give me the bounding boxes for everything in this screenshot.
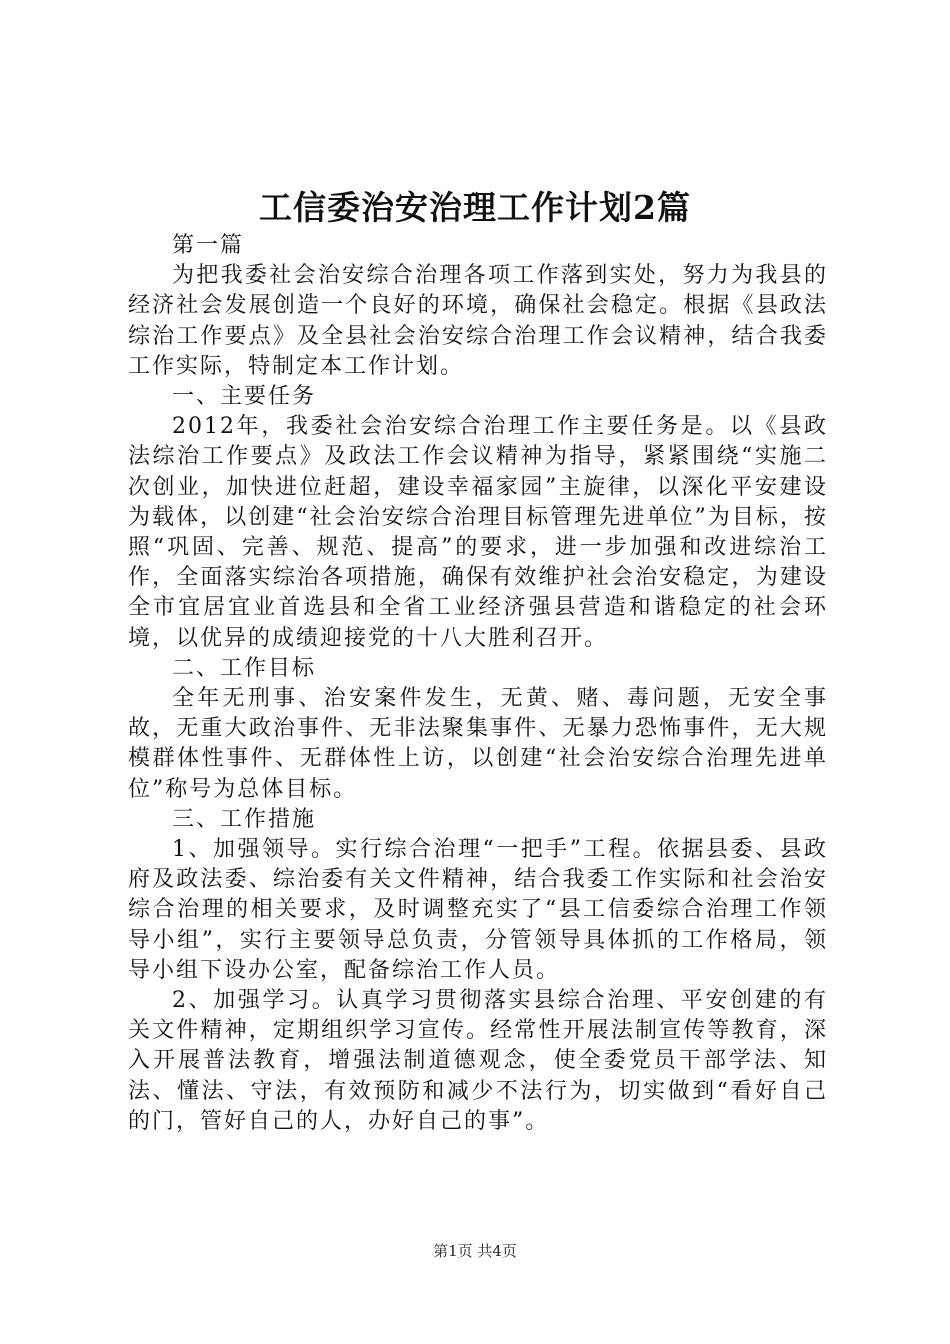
paragraph: 为把我委社会治安综合治理各项工作落到实处，努力为我县的经济社会发展创造一个良好的环境，确保社会稳定。根据《县政法综治工作要点》及全县社会治安综合治理工作会议精神，结合我委工作实际，特制定本工作计划。 xyxy=(128,263,828,379)
document-body xyxy=(128,231,828,1137)
paragraph: 2、加强学习。认真学习贯彻落实县综合治理、平安创建的有关文件精神，定期组织学习宣传。经常性开展法制宣传等教育，深入开展普法教育，增强法制道德观念，使全委党员干部学法、知法、懂法、守法，有效预防和减少不法行为，切实做到“看好自己的门，管好自己的人，办好自己的事”。 xyxy=(128,988,828,1134)
section-heading: 一、主要任务 xyxy=(172,384,317,410)
section-heading: 二、工作目标 xyxy=(172,655,317,681)
paragraph: 全年无刑事、治安案件发生，无黄、赌、毒问题，无安全事故，无重大政治事件、无非法聚集事件、无暴力恐怖事件，无大规模群体性事件、无群体性上访，以创建“社会治安综合治理先进单位”称号为总体目标。 xyxy=(128,686,828,802)
section-heading: 三、工作措施 xyxy=(172,806,317,832)
section-heading: 第一篇 xyxy=(172,233,245,258)
paragraph: 1、加强领导。实行综合治理“一把手”工程。依据县委、县政府及政法委、综治委有关文件精神，结合我委工作实际和社会治安综合治理的相关要求，及时调整充实了“县工信委综合治理工作领导小组”，实行主要领导总负责，分管领导具体抓的工作格局，领导小组下设办公室，配备综治工作人员。 xyxy=(128,837,828,983)
paragraph: 2012年，我委社会治安综合治理工作主要任务是。以《县政法综治工作要点》及政法工作会议精神为指导，紧紧围绕“实施二次创业，加快进位赶超，建设幸福家园”主旋律，以深化平安建设为载体，以创建“社会治安综合治理目标管理先进单位”为目标，按照“巩固、完善、规范、提高”的要求，进一步加强和改进综治工作，全面落实综治各项措施，确保有效维护社会治安稳定，为建设全市宜居宜业首选县和全省工业经济强县营造和谐稳定的社会环境，以优异的成绩迎接党的十八大胜利召开。 xyxy=(128,414,828,651)
page-footer: 第1页 共4页 xyxy=(433,1242,517,1260)
document-title: 工信委治安治理工作计划2篇 xyxy=(259,188,691,227)
